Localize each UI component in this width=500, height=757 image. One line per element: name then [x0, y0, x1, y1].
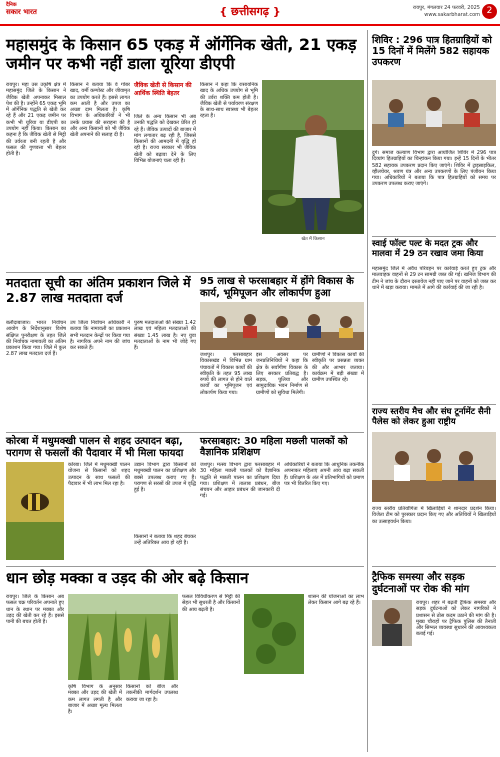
voter-headline: मतदाता सूची का अंतिम प्रकाशन जिले में 2.87 लाख मतदाता दर्ज	[6, 275, 191, 305]
honey-col-2: उद्यान विभाग द्वारा किसानों को मधुमक्खी पालन का प्रशिक्षण और बक्से उपलब्ध कराए गए हैं। परागण से सरसों की उपज में वृद्धि हुई है।	[134, 462, 196, 494]
website: www.sakarbharat.com	[424, 12, 480, 18]
maize-col-2: कृषि विभाग के अनुसार मक्का और उड़द की खेती में कम लागत लगती है और बाजार में अच्छा मूल्य मिलता है।	[68, 684, 122, 716]
lead-col-3: जिले के अन्य किसान भी अब उनकी पद्धति को देखकर प्रेरित हो रहे हैं। जैविक उत्पादों की बाजार में मांग लगातार बढ़ रही है, जिससे किसानों की आमदनी में वृद्धि हो रही है। राज्य सरकार भी जैविक खेती को बढ़ावा देने के लिए विभिन्न योजनाएं चला रही है।	[134, 114, 196, 165]
rule-2	[6, 432, 364, 433]
rule-side-2	[372, 404, 496, 405]
maize-col-3: किसानों को बीज और तकनीकी मार्गदर्शन उपलब्ध कराया जा रहा है।	[126, 684, 178, 703]
issue-meta	[413, 5, 480, 19]
urad-photo	[244, 594, 304, 674]
side4-headline: ट्रैफिक समस्या और सड़क दुर्घटनाओं पर रोक की मांग	[372, 572, 470, 595]
dev-headline: 95 लाख से फरसाबहार में होंगे विकास के कार्य, भूमिपूजन और लोकार्पण हुआ	[200, 276, 354, 299]
dev-col-2: इस अवसर पर जनप्रतिनिधियों ने कहा कि क्षेत्र के सर्वांगीण विकास के लिए सरकार प्रतिबद्ध है। सड़क, पुलिया और सामुदायिक भवन निर्माण से ग्रामीणों को सुविधा मिलेगी।	[256, 352, 308, 396]
lead-photo-caption: खेत में किसान	[301, 237, 325, 242]
maize-col-4: फसल विविधीकरण से मिट्टी की सेहत भी सुधरती है और किसानों की आय बढ़ती है।	[182, 594, 240, 613]
honey-col-1: कोरबा। जिले में मधुमक्खी पालन योजना से किसानों को शहद उत्पादन के साथ फसलों की पैदावार में भी लाभ मिल रहा है।	[68, 462, 130, 487]
maize-photo	[68, 594, 178, 680]
column-divider	[367, 30, 368, 752]
brand-line1: दैनिक	[6, 2, 17, 8]
bee-photo	[6, 462, 64, 560]
side3-headline: राज्य स्तरीय मैच और संघ टूर्नामेंट सैनी पैलेस को लेकर हुआ राष्ट्रीय	[372, 407, 491, 427]
dev-col-1: जशपुर। फरसाबहार विकासखंड में विभिन्न ग्राम पंचायतों में विकास कार्यों की स्वीकृति के तहत 95 लाख रुपये की लागत से होने वाले कार्यों का भूमिपूजन एवं लोकार्पण किया गया।	[200, 352, 252, 396]
rule-side-1	[372, 236, 496, 237]
meeting-photo-art	[200, 302, 364, 350]
dev-col-3: ग्रामीणों ने विकास कार्यों की स्वीकृति पर प्रसन्नता व्यक्त की और आभार जताया। कार्यक्रम में बड़ी संख्या में ग्रामीण उपस्थित रहे।	[312, 352, 364, 384]
camp-photo-art	[372, 80, 496, 146]
maize-headline: धान छोड़ मक्का व उड़द की ओर बढ़े किसान	[6, 569, 249, 587]
training-col-1: जशपुर। मत्स्य विभाग द्वारा फरसाबहार में 30 महिला मछली पालकों को वैज्ञानिक पद्धति से मछली पालन का प्रशिक्षण दिया गया। प्रशिक्षण में तालाब प्रबंधन, बीज संचयन और आहार प्रबंधन की जानकारी दी गई।	[200, 462, 280, 500]
side2-headline: स्वाई फॉल्ट पल्ट के मदत ट्रक और मालवा में 29 ठन रखाव जमा किया	[372, 239, 484, 259]
maize-photo-art	[68, 594, 178, 680]
lead-subhead: जैविक खेती से किसान की आर्थिक स्थिति बेहतर	[134, 82, 192, 97]
award-photo-art	[372, 432, 496, 502]
voter-col-3: पुरुष मतदाताओं की संख्या 1.42 लाख एवं महिला मतदाताओं की संख्या 1.45 लाख है। नए युवा मतदाताओं के नाम भी जोड़े गए हैं।	[134, 320, 196, 352]
urad-photo-art	[244, 594, 304, 674]
masthead-logo	[6, 2, 66, 16]
side2-body: महासमुंद जिले में अवैध परिवहन पर कार्रवाई करते हुए ट्रक और मालवाहक वाहनों से 29 टन सामग्री जब्त की गई। खनिज विभाग की टीम ने जांच के दौरान दस्तावेज नहीं पाए जाने पर वाहनों को जब्त कर थाने में खड़ा कराया। मामले में आगे की कार्रवाई की जा रही है।	[372, 266, 496, 291]
rule-side-3	[372, 566, 496, 567]
farmer-photo	[262, 80, 364, 234]
traffic-photo-art	[372, 600, 412, 646]
side4-body: रायपुर। शहर में बढ़ती ट्रैफिक समस्या और सड़क दुर्घटनाओं को लेकर नागरिकों ने प्रशासन से ठोस कदम उठाने की मांग की है। मुख्य चौराहों पर ट्रैफिक पुलिस की तैनाती और सिग्नल व्यवस्था सुधारने की आवश्यकता बताई गई।	[416, 600, 496, 638]
voter-col-1: बलौदाबाजार। भारत निर्वाचन आयोग के निर्देशानुसार विशेष संक्षिप्त पुनरीक्षण के तहत जिले की निर्वाचक नामावली का अंतिम प्रकाशन किया गया। जिले में कुल 2.87 लाख मतदाता दर्ज हैं।	[6, 320, 66, 358]
training-col-2: अधिकारियों ने बताया कि आधुनिक तकनीक अपनाकर महिलाएं अपनी आय बढ़ा सकती हैं। प्रशिक्षण के अंत में प्रतिभागियों को प्रमाण पत्र भी वितरित किए गए।	[284, 462, 364, 487]
page-header	[0, 0, 500, 26]
maize-col-5: शासन की योजनाओं का लाभ लेकर किसान आगे बढ़ रहे हैं।	[308, 594, 364, 607]
lead-headline: महासमुंद के किसान 65 एकड़ में ऑर्गेनिक खेती, 21 एकड़ जमीन पर कभी नहीं डाला यूरिया डीएपी	[6, 35, 357, 73]
honey-headline: कोरबा में मधुमक्खी पालन से शहद उत्पादन बढ़ा, परागण से फसलों की पैदावार में भी मिला फायदा	[6, 436, 184, 459]
traffic-photo	[372, 600, 412, 646]
side3-body: राज्य स्तरीय प्रतियोगिता में खिलाड़ियों ने शानदार प्रदर्शन किया। विजेता टीम को पुरस्कार प्रदान किए गए और अतिथियों ने खिलाड़ियों का उत्साहवर्धन किया।	[372, 506, 496, 525]
honey-col-3: किसानों ने बताया कि शहद बेचकर उन्हें अतिरिक्त आय हो रही है।	[134, 534, 196, 547]
award-photo	[372, 432, 496, 502]
brand-line2: सकार भारत	[6, 8, 37, 16]
rule-1	[6, 272, 364, 273]
side1-headline: शिविर : 296 पात्र हितग्राहियों को 15 दिनों में मिलेंगे 582 सहायक उपकरण	[372, 35, 492, 68]
lead-col-4: किसान ने कहा कि रासायनिक खाद के अधिक उपयोग से भूमि की उर्वरा शक्ति कम होती है। जैविक खेती से पर्यावरण संरक्षण के साथ-साथ स्वास्थ्य भी बेहतर रहता है।	[200, 82, 258, 120]
maize-col-1: रायपुर। जिले के किसान अब फसल चक्र परिवर्तन अपनाते हुए धान के स्थान पर मक्का और उड़द की खेती कर रहे हैं। इससे पानी की बचत होती है।	[6, 594, 64, 626]
voter-col-2: उप जिला निर्वाचन अधिकारी ने बताया कि नामावली का प्रकाशन सभी मतदान केन्द्रों पर किया गया है। नागरिक अपने नाम की जांच कर सकते हैं।	[70, 320, 130, 352]
side1-body: दुर्ग। समाज कल्याण विभाग द्वारा आयोजित शिविर में 296 पात्र दिव्यांग हितग्राहियों का चिन्हांकन किया गया। इन्हें 15 दिनों के भीतर 582 सहायक उपकरण प्रदान किए जाएंगे। शिविर में ट्राइसाइकिल, व्हीलचेयर, श्रवण यंत्र और अन्य उपकरणों के लिए पंजीयन किया गया। अधिकारियों ने बताया कि पात्र हितग्राहियों को समय पर उपकरण उपलब्ध कराए जाएंगे।	[372, 150, 496, 188]
page-number: 2	[482, 4, 497, 19]
bee-photo-art	[6, 462, 64, 560]
meeting-photo	[200, 302, 364, 350]
farmer-photo-art	[262, 80, 364, 234]
issue-date: रायपुर, मंगलवार 24 फरवरी, 2025	[412, 5, 480, 11]
lead-col-1: रायपुर। महा उस उकृषि क्षेत्र में महासमुंद जिले के किसान ने जैविक खेती अपनाकर मिसाल पेश की है। उन्होंने 65 एकड़ भूमि में ऑर्गेनिक पद्धति से खेती कर रहे हैं और 21 एकड़ जमीन पर कभी भी यूरिया या डीएपी का उपयोग नहीं किया। किसान का कहना है कि जैविक खेती से मिट्टी की उर्वरता बनी रहती है और फसल की गुणवत्ता भी बेहतर होती है।	[6, 82, 66, 158]
section-title: { छत्तीसगढ़ }	[219, 5, 281, 18]
rule-3	[6, 566, 364, 567]
training-headline: फरसाबहार: 30 महिला मछली पालकों को वैज्ञानिक प्रशिक्षण	[200, 436, 348, 459]
lead-col-2: किसान ने बताया कि वे गोबर खाद, वर्मी कम्पोस्ट और जीवामृत का उपयोग करते हैं। इससे लागत कम आती है और उपज का अच्छा दाम मिलता है। कृषि विभाग के अधिकारियों ने भी उनके प्रयास की सराहना की है और अन्य किसानों को भी जैविक खेती अपनाने की सलाह दी है।	[70, 82, 130, 139]
camp-photo	[372, 80, 496, 146]
